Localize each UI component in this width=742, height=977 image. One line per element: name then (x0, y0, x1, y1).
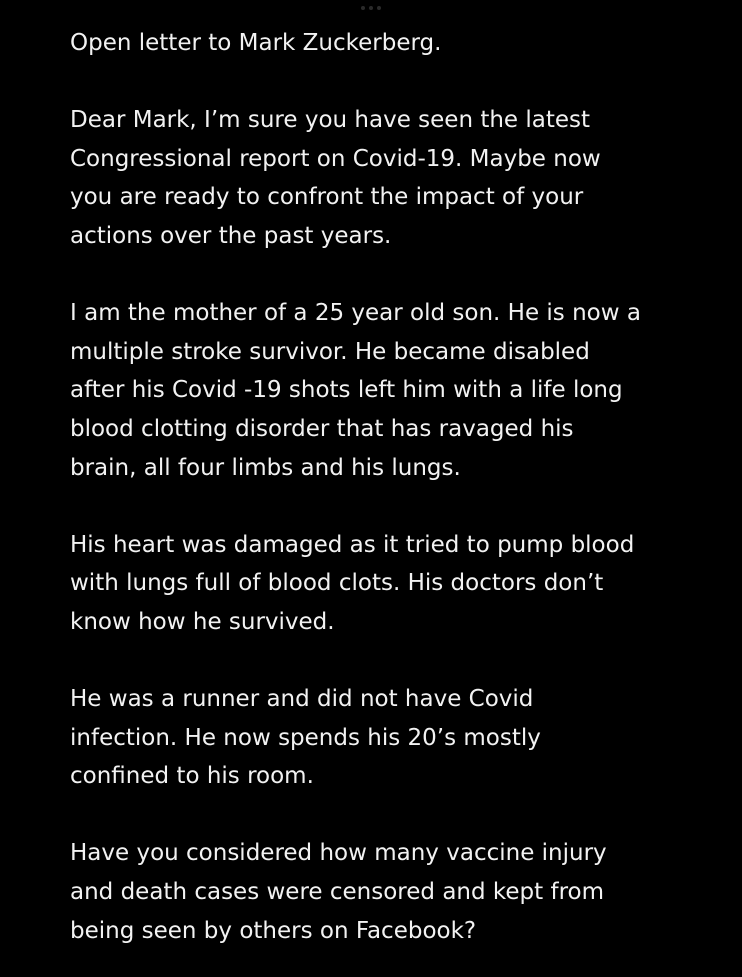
letter-paragraph (70, 101, 710, 255)
paragraph-line: multiple stroke survivor. He became disabled (70, 338, 590, 365)
more-options-icon[interactable] (361, 6, 381, 10)
letter-title: Open letter to Mark Zuckerberg. (70, 30, 442, 56)
paragraph-line: blood clotting disorder that has ravaged his (70, 415, 574, 442)
paragraph-line: confined to his room. (70, 763, 314, 790)
letter-paragraph (70, 526, 710, 642)
paragraph-line: His heart was damaged as it tried to pump blood (70, 531, 635, 558)
paragraph-line: actions over the past years. (70, 222, 392, 249)
letter-paragraph (70, 834, 710, 950)
letter-body (70, 24, 710, 977)
paragraph-line: Congressional report on Covid-19. Maybe now (70, 145, 601, 172)
paragraph-line: and death cases were censored and kept from (70, 879, 604, 906)
letter-paragraph (70, 294, 710, 487)
paragraph-line: brain, all four limbs and his lungs. (70, 454, 461, 481)
paragraph-line: Dear Mark, I’m sure you have seen the latest (70, 107, 591, 134)
paragraph-line: I am the mother of a 25 year old son. He is now a (70, 300, 641, 327)
paragraph-line: know how he survived. (70, 608, 335, 635)
paragraph-line: Have you considered how many vaccine injury (70, 840, 607, 867)
paragraph-line: after his Covid -19 shots left him with a life long (70, 377, 623, 404)
paragraph-line: you are ready to confront the impact of your (70, 184, 584, 211)
paragraph-line: infection. He now spends his 20’s mostly (70, 724, 541, 751)
letter-title-paragraph (70, 24, 710, 63)
letter-paragraph (70, 680, 710, 796)
paragraph-line: being seen by others on Facebook? (70, 917, 477, 944)
paragraph-line: with lungs full of blood clots. His doctors don’t (70, 570, 604, 597)
paragraph-line: He was a runner and did not have Covid (70, 686, 534, 713)
